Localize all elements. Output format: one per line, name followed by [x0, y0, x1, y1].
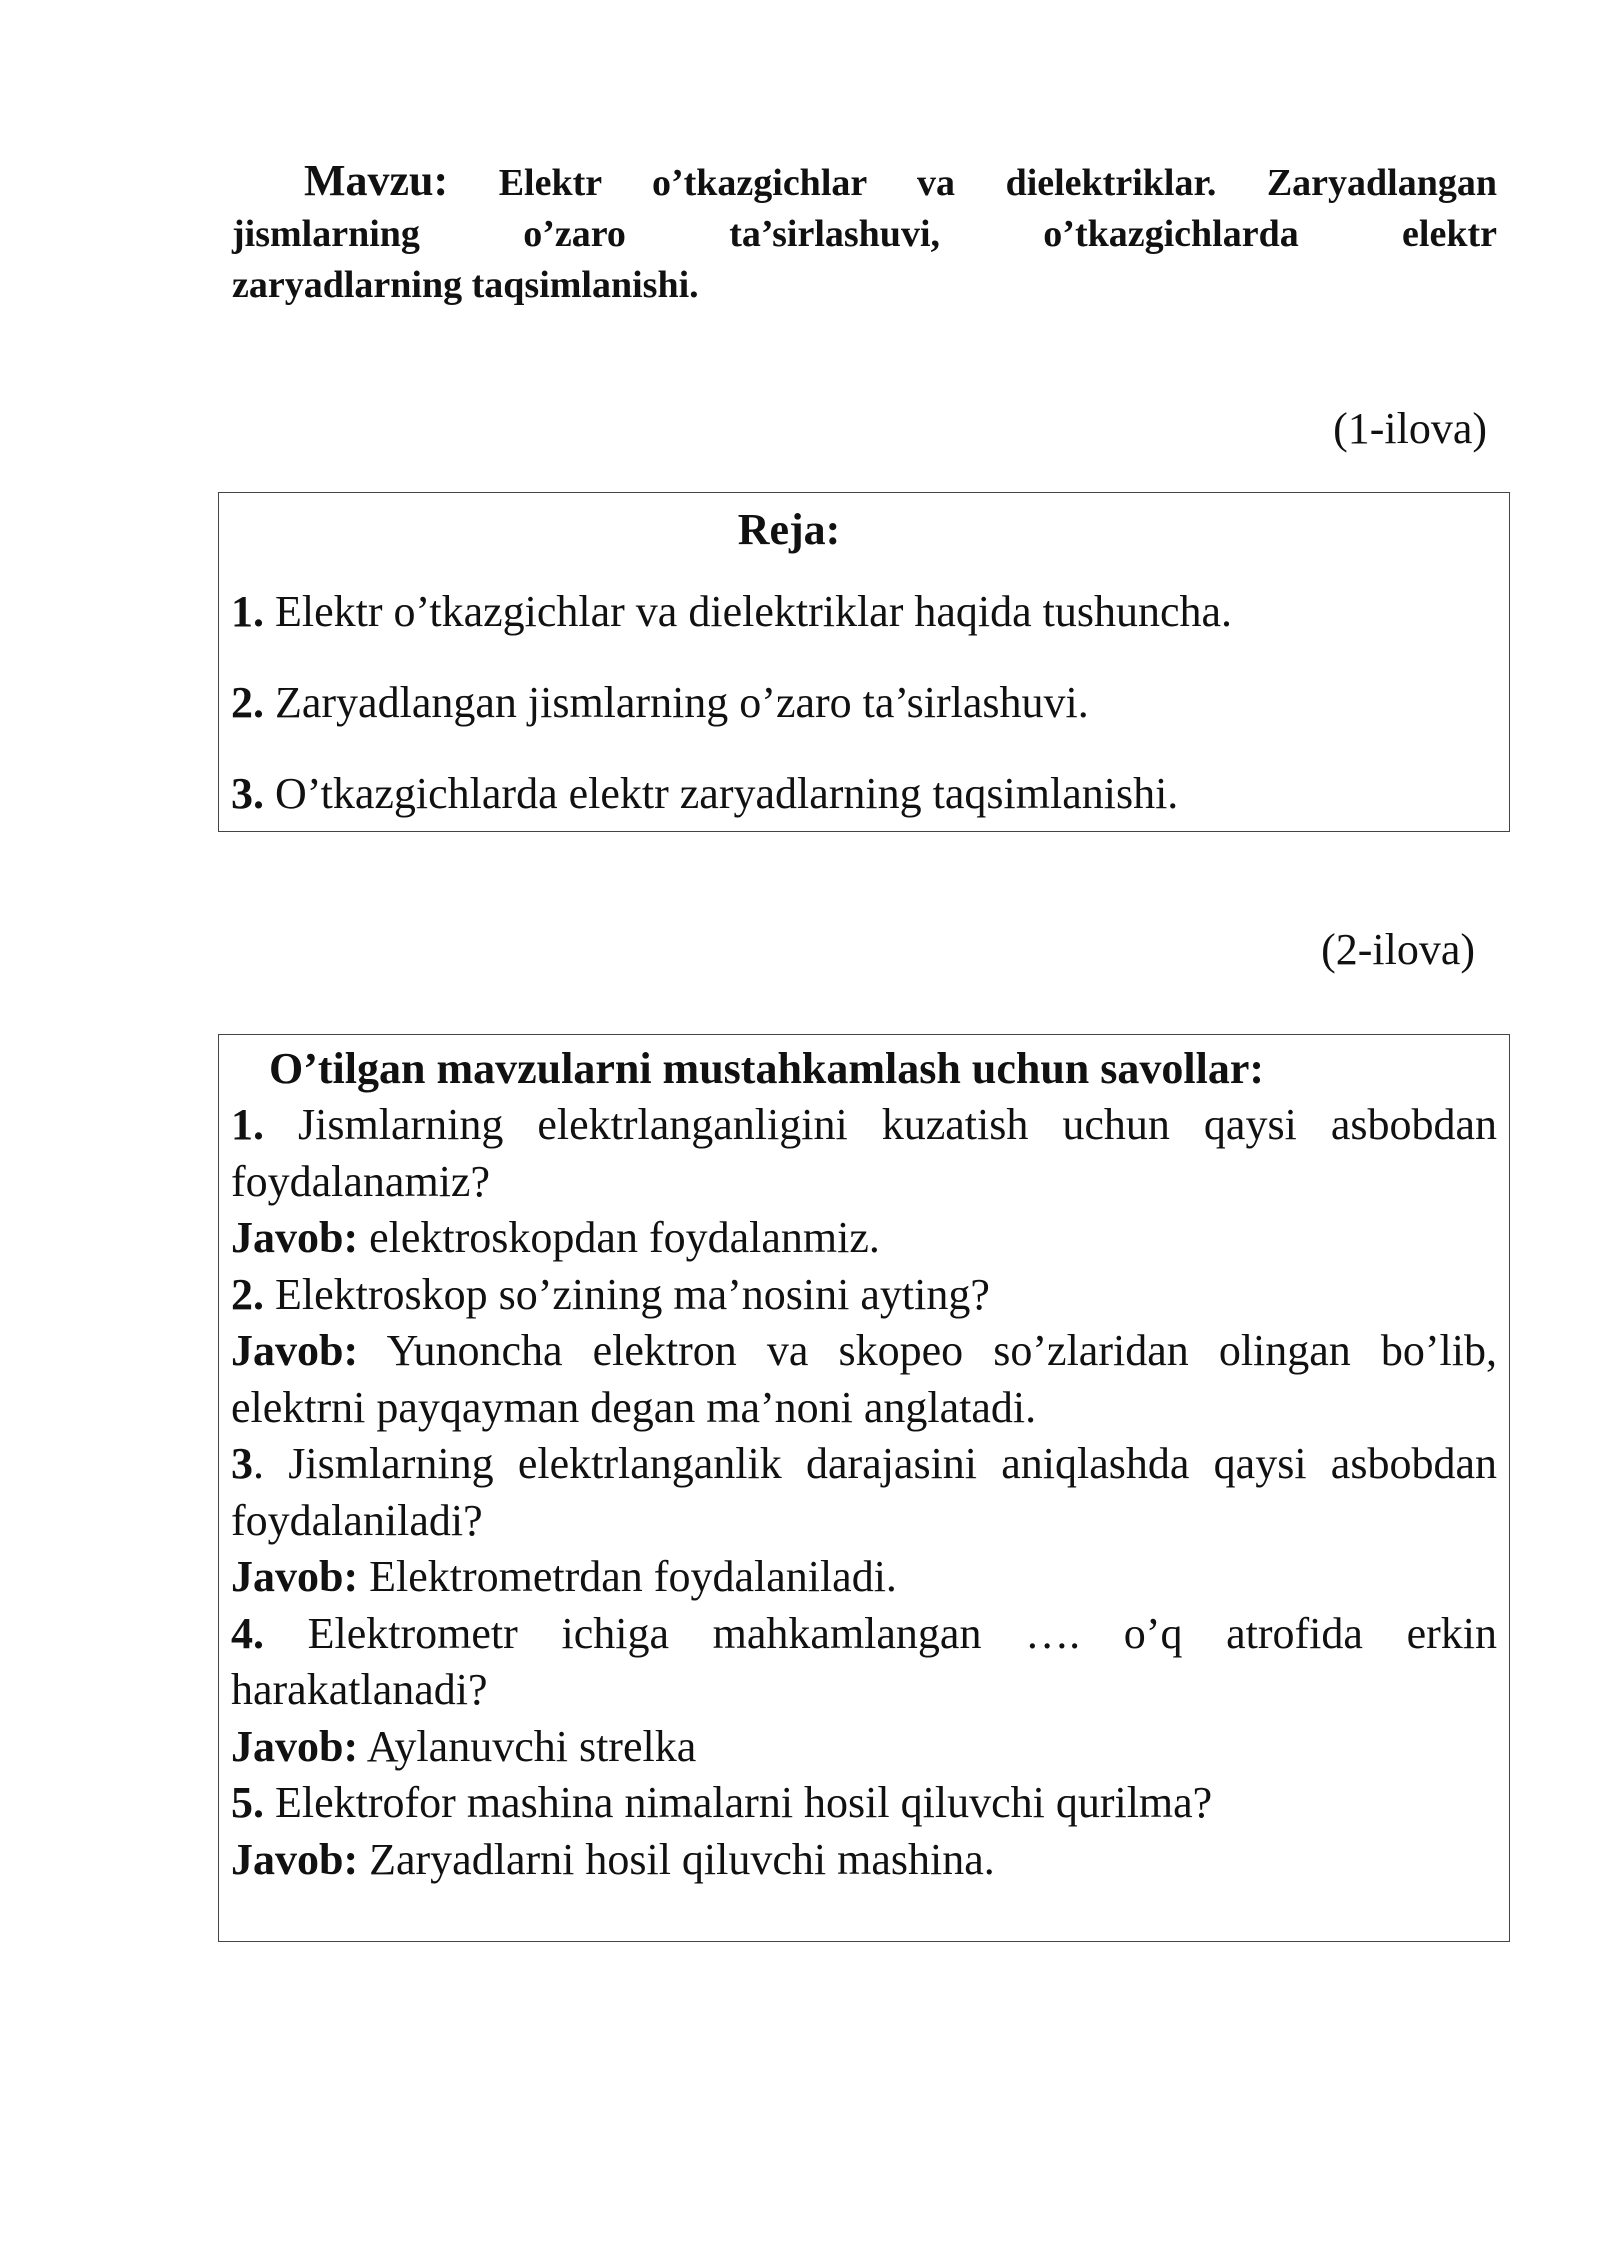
answer-label: Javob: — [231, 1834, 359, 1884]
plan-box — [218, 492, 1510, 832]
question-number: 2. — [231, 1269, 264, 1319]
plan-item-text: Elektr o’tkazgichlar va dielektriklar haqida tushuncha. — [264, 587, 1233, 636]
question-text: Elektrometr ichiga mahkamlangan …. o’q atrofida erkin harakatlanadi? — [231, 1608, 1497, 1714]
topic-line-3: zaryadlarning taqsimlanishi. — [232, 264, 699, 306]
question-number: 4. — [231, 1608, 264, 1658]
answer-text: Yunoncha elektron va skopeo so’zlaridan olingan bo’lib, elektrni payqayman degan ma’noni anglatadi. — [231, 1326, 1497, 1432]
topic-line-1 — [232, 155, 1497, 209]
questions-box — [218, 1034, 1510, 1942]
questions-title: O’tilgan mavzularni mustahkamlash uchun savollar: — [269, 1044, 1265, 1093]
question-1 — [231, 1097, 1497, 1210]
answer-label: Javob: — [231, 1552, 359, 1601]
answer-label: Javob: — [231, 1213, 359, 1262]
question-text: Elektroskop so’zining ma’nosini ayting? — [264, 1269, 990, 1319]
answer-2 — [231, 1323, 1497, 1436]
answer-1 — [231, 1210, 1497, 1267]
question-text: Elektrofor mashina nimalarni hosil qiluvchi qurilma? — [264, 1778, 1213, 1827]
answer-text: Aylanuvchi strelka — [358, 1721, 697, 1771]
topic-lead: Mavzu: — [304, 156, 449, 205]
plan-item-text: O’tkazgichlarda elektr zaryadlarning taqsimlanishi. — [264, 769, 1179, 818]
question-number: 5. — [231, 1778, 264, 1827]
question-2 — [231, 1267, 1497, 1324]
answer-text: Zaryadlarni hosil qiluvchi mashina. — [358, 1834, 995, 1884]
plan-item — [231, 765, 1178, 823]
answer-4 — [231, 1719, 1497, 1776]
answer-text: elektroskopdan foydalanmiz. — [358, 1213, 880, 1262]
answer-label: Javob: — [231, 1326, 359, 1375]
question-5 — [231, 1775, 1497, 1832]
question-number: 1. — [231, 1100, 264, 1149]
question-text: Jismlarning elektrlanganligini kuzatish uchun qaysi asbobdan foydalanamiz? — [231, 1100, 1497, 1206]
answer-3 — [231, 1549, 1497, 1606]
topic-heading — [232, 155, 1497, 311]
question-text: . Jismlarning elektrlanganlik darajasini aniqlashda qaysi asbobdan foydalaniladi? — [231, 1439, 1497, 1545]
appendix-1-label: (1-ilova) — [1333, 404, 1487, 453]
plan-item-number: 1. — [231, 587, 264, 636]
plan-title: Reja: — [737, 505, 841, 554]
plan-item — [231, 674, 1089, 732]
answer-5 — [231, 1832, 1497, 1889]
answer-text: Elektrometrdan foydalaniladi. — [358, 1552, 897, 1601]
plan-item-text: Zaryadlangan jismlarning o’zaro ta’sirlashuvi. — [264, 678, 1089, 727]
question-number: 3 — [231, 1439, 253, 1488]
appendix-2-label: (2-ilova) — [1321, 925, 1475, 974]
topic-line-2: jismlarning o’zaro ta’sirlashuvi, o’tkazgichlarda elektr — [232, 213, 1497, 255]
topic-line-1-text: Elektr o’tkazgichlar va dielektriklar. Zaryadlangan — [498, 162, 1498, 204]
plan-item-number: 2. — [231, 678, 264, 727]
question-4 — [231, 1606, 1497, 1719]
answer-label: Javob: — [231, 1721, 359, 1771]
plan-item-number: 3. — [231, 769, 264, 818]
plan-item — [231, 583, 1232, 641]
question-3 — [231, 1436, 1497, 1549]
questions-list — [231, 1097, 1497, 1888]
